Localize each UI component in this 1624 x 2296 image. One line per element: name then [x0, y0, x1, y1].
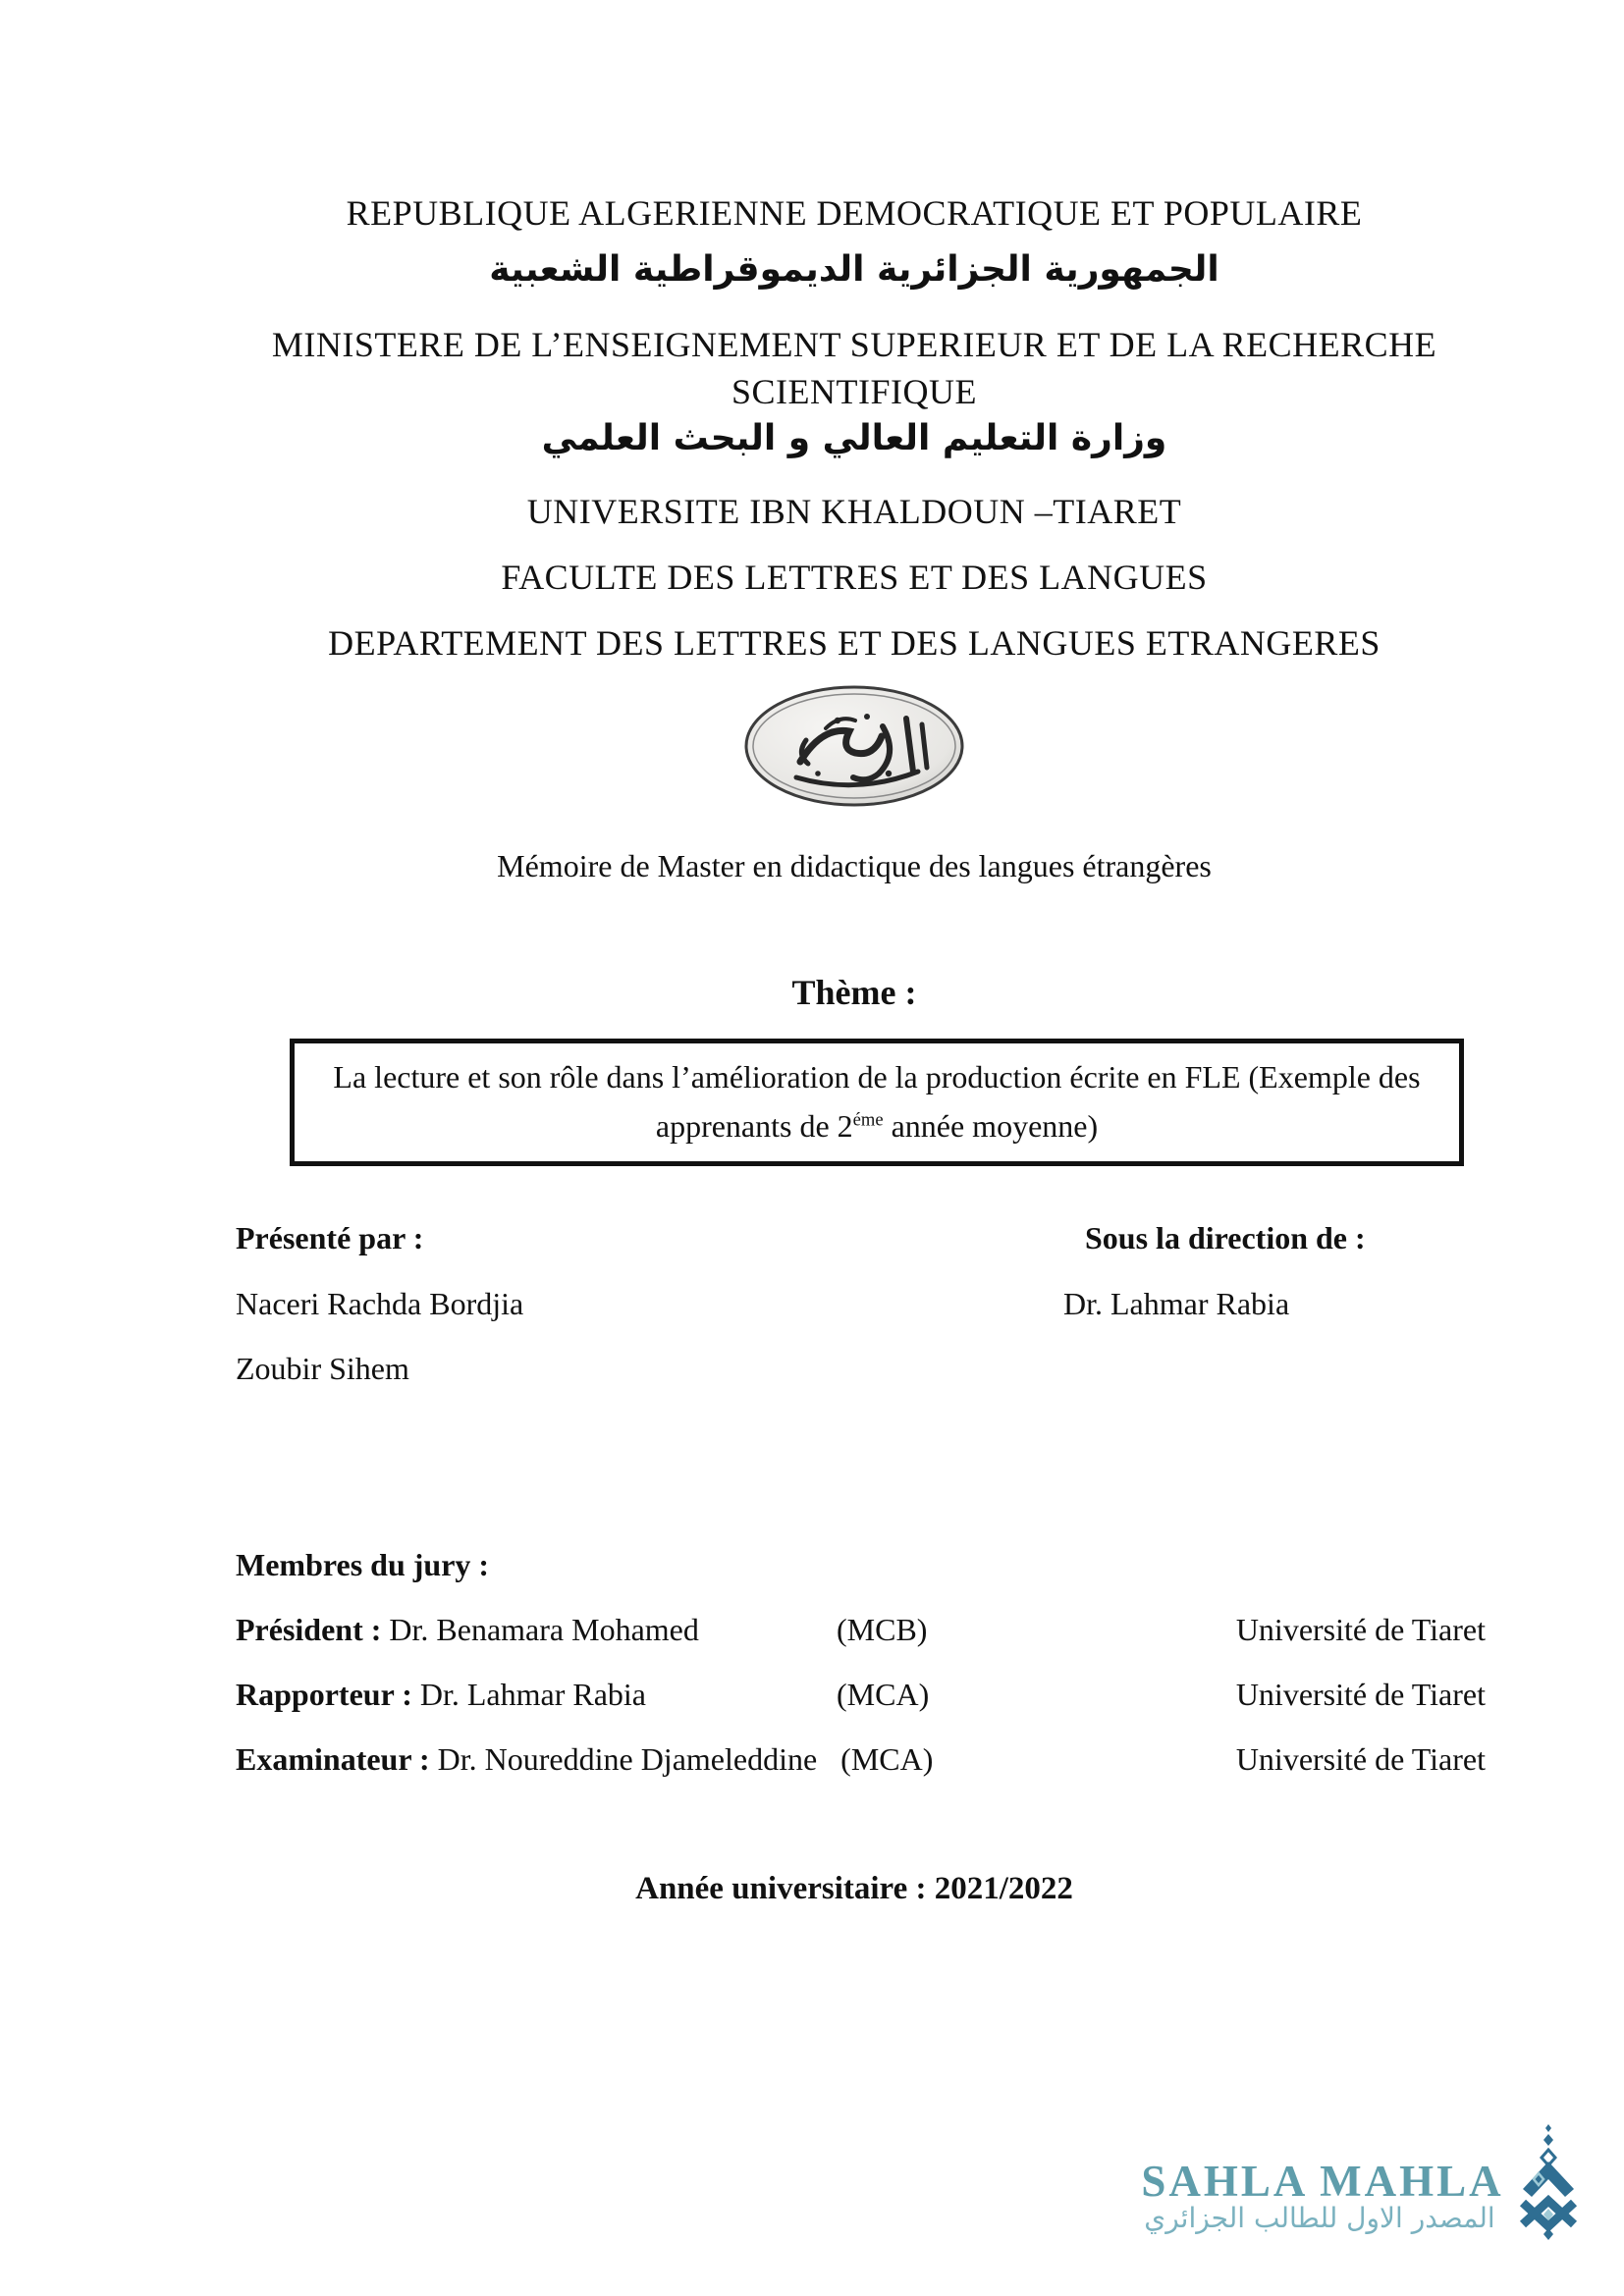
jury-section-label: Membres du jury : [236, 1547, 490, 1582]
ministry-line-2: SCIENTIFIQUE [731, 372, 977, 411]
thesis-title-line-1: La lecture et son rôle dans l’amélioration de la production écrite en FLE (Exemple des [333, 1059, 1421, 1095]
republic-line: REPUBLIQUE ALGERIENNE DEMOCRATIQUE ET POPULAIRE [346, 193, 1363, 233]
superscript-eme: éme [852, 1109, 884, 1131]
ibn-khaldoun-seal-icon [743, 683, 965, 814]
jury-row-rapporteur [236, 1677, 1486, 1713]
department-line: DEPARTEMENT DES LETTRES ET DES LANGUES ETRANGERES [328, 623, 1380, 663]
sahla-mahla-tagline-arabic: المصدر الاول للطالب الجزائري [1144, 2202, 1495, 2234]
author-name-1: Naceri Rachda Bordjia [236, 1286, 524, 1321]
jury-row-examinateur [236, 1741, 1486, 1778]
jury-university: Université de Tiaret [1235, 1741, 1486, 1777]
sahla-mahla-logo-icon [1515, 2122, 1582, 2249]
university-line: UNIVERSITE IBN KHALDOUN –TIARET [526, 492, 1182, 531]
jury-grade: (MCA) [840, 1741, 934, 1777]
jury-role: Rapporteur : [236, 1677, 412, 1712]
academic-year: Année universitaire : 2021/2022 [635, 1871, 1073, 1906]
jury-grade: (MCA) [837, 1677, 930, 1712]
jury-university: Université de Tiaret [1235, 1677, 1486, 1712]
theme-label: Thème : [791, 973, 917, 1012]
jury-row-president [236, 1612, 1486, 1648]
degree-line: Mémoire de Master en didactique des langues étrangères [497, 848, 1212, 883]
supervision-label: Sous la direction de : [1085, 1220, 1366, 1255]
supervisor-name: Dr. Lahmar Rabia [1063, 1286, 1290, 1321]
jury-role: Examinateur : [236, 1741, 430, 1777]
jury-name: Dr. Lahmar Rabia [411, 1677, 646, 1712]
ministry-line-1: MINISTERE DE L’ENSEIGNEMENT SUPERIEUR ET DE LA RECHERCHE [271, 325, 1437, 364]
ministry-line-arabic: وزارة التعليم العالي و البحث العلمي [541, 418, 1167, 458]
sahla-mahla-wordmark: SAHLA MAHLA [1141, 2157, 1504, 2206]
jury-university: Université de Tiaret [1235, 1612, 1486, 1647]
jury-name: Dr. Noureddine Djameleddine [429, 1741, 818, 1777]
jury-role: Président : [236, 1612, 382, 1647]
thesis-title-line-2: apprenants de $2^{éme}$ année moyenne) [655, 1108, 1099, 1144]
faculty-line: FACULTE DES LETTRES ET DES LANGUES [501, 558, 1208, 597]
presented-by-label: Présenté par : [236, 1220, 424, 1255]
jury-grade: (MCB) [837, 1612, 928, 1647]
jury-name: Dr. Benamara Mohamed [381, 1612, 699, 1647]
thesis-title-box [290, 1039, 1464, 1166]
author-name-2: Zoubir Sihem [236, 1351, 409, 1386]
republic-line-arabic: الجمهورية الجزائرية الديموقراطية الشعبية [489, 249, 1219, 290]
